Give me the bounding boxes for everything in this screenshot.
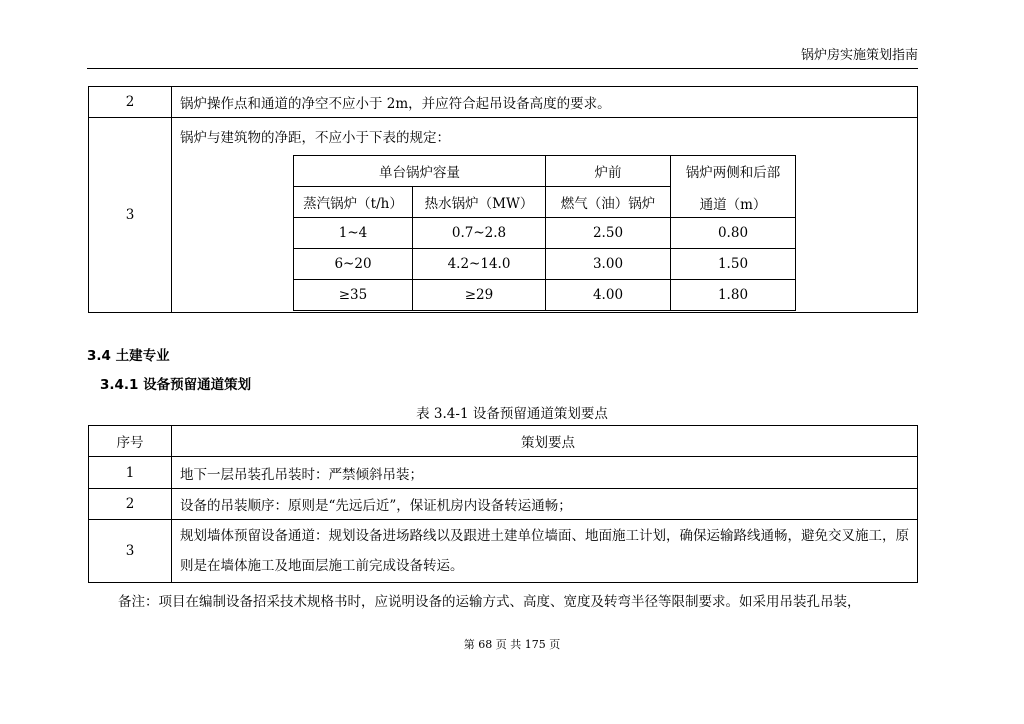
clearance-table — [88, 86, 918, 313]
row-text: 地下一层吊装孔吊装时：严禁倾斜吊装； — [172, 457, 918, 489]
cell-steam: 1~4 — [294, 218, 413, 249]
remark-text: 备注：项目在编制设备招采技术规格书时，应说明设备的运输方式、高度、宽度及转弯半径等限制要求。如采用吊装孔吊装， — [118, 594, 861, 610]
table-row — [89, 87, 918, 118]
header-side-line2: 通道（m） — [699, 196, 767, 213]
table-row — [89, 489, 918, 520]
inner-row — [294, 280, 796, 311]
table-header-row — [89, 426, 918, 457]
row-number: 1 — [89, 457, 172, 489]
page-header-title: 锅炉房实施策划指南 — [800, 48, 918, 63]
cell-front: 2.50 — [546, 218, 671, 249]
cell-hot-water: 4.2~14.0 — [413, 249, 546, 280]
section-heading-3-4-1: 3.4.1 设备预留通道策划 — [100, 377, 252, 393]
table-caption: 表 3.4-1 设备预留通道策划要点 — [416, 406, 608, 422]
cell-hot-water: ≥29 — [413, 280, 546, 311]
subheader-steam: 蒸汽锅炉（t/h） — [294, 187, 413, 218]
cell-front: 4.00 — [546, 280, 671, 311]
row-content — [172, 118, 918, 313]
row-text: 锅炉与建筑物的净距，不应小于下表的规定： — [180, 130, 450, 146]
header-side-line1: 锅炉两侧和后部 — [685, 164, 781, 181]
boiler-distance-table — [293, 155, 796, 311]
table-row — [89, 457, 918, 489]
header-front: 炉前 — [546, 156, 671, 187]
row-number: 3 — [89, 118, 172, 313]
table-row — [89, 520, 918, 583]
row-text: 设备的吊装顺序：原则是“先远后近”，保证机房内设备转运通畅； — [172, 489, 918, 520]
inner-header-row — [294, 156, 796, 187]
row-text: 规划墙体预留设备通道：规划设备进场路线以及跟进土建单位墙面、地面施工计划，确保运输路线通畅，避免交叉施工，原则是在墙体施工及地面层施工前完成设备转运。 — [172, 520, 918, 583]
section-heading-3-4: 3.4 土建专业 — [87, 348, 170, 364]
header-num: 序号 — [89, 426, 172, 457]
cell-side: 0.80 — [671, 218, 796, 249]
header-content: 策划要点 — [172, 426, 918, 457]
row-number: 2 — [89, 489, 172, 520]
cell-side: 1.80 — [671, 280, 796, 311]
table-row — [89, 118, 918, 313]
subheader-hot-water: 热水锅炉（MW） — [413, 187, 546, 218]
header-divider — [87, 68, 918, 69]
row-text: 锅炉操作点和通道的净空不应小于 2m，并应符合起吊设备高度的要求。 — [172, 87, 918, 118]
cell-front: 3.00 — [546, 249, 671, 280]
row-number: 3 — [89, 520, 172, 583]
cell-steam: 6~20 — [294, 249, 413, 280]
subheader-gas-oil: 燃气（油）锅炉 — [546, 187, 671, 218]
cell-steam: ≥35 — [294, 280, 413, 311]
header-side — [671, 156, 796, 218]
inner-row — [294, 218, 796, 249]
channel-planning-table — [88, 425, 918, 583]
page-footer: 第 68 页 共 175 页 — [463, 638, 561, 651]
cell-hot-water: 0.7~2.8 — [413, 218, 546, 249]
inner-row — [294, 249, 796, 280]
header-capacity: 单台锅炉容量 — [294, 156, 546, 187]
row-number: 2 — [89, 87, 172, 118]
cell-side: 1.50 — [671, 249, 796, 280]
